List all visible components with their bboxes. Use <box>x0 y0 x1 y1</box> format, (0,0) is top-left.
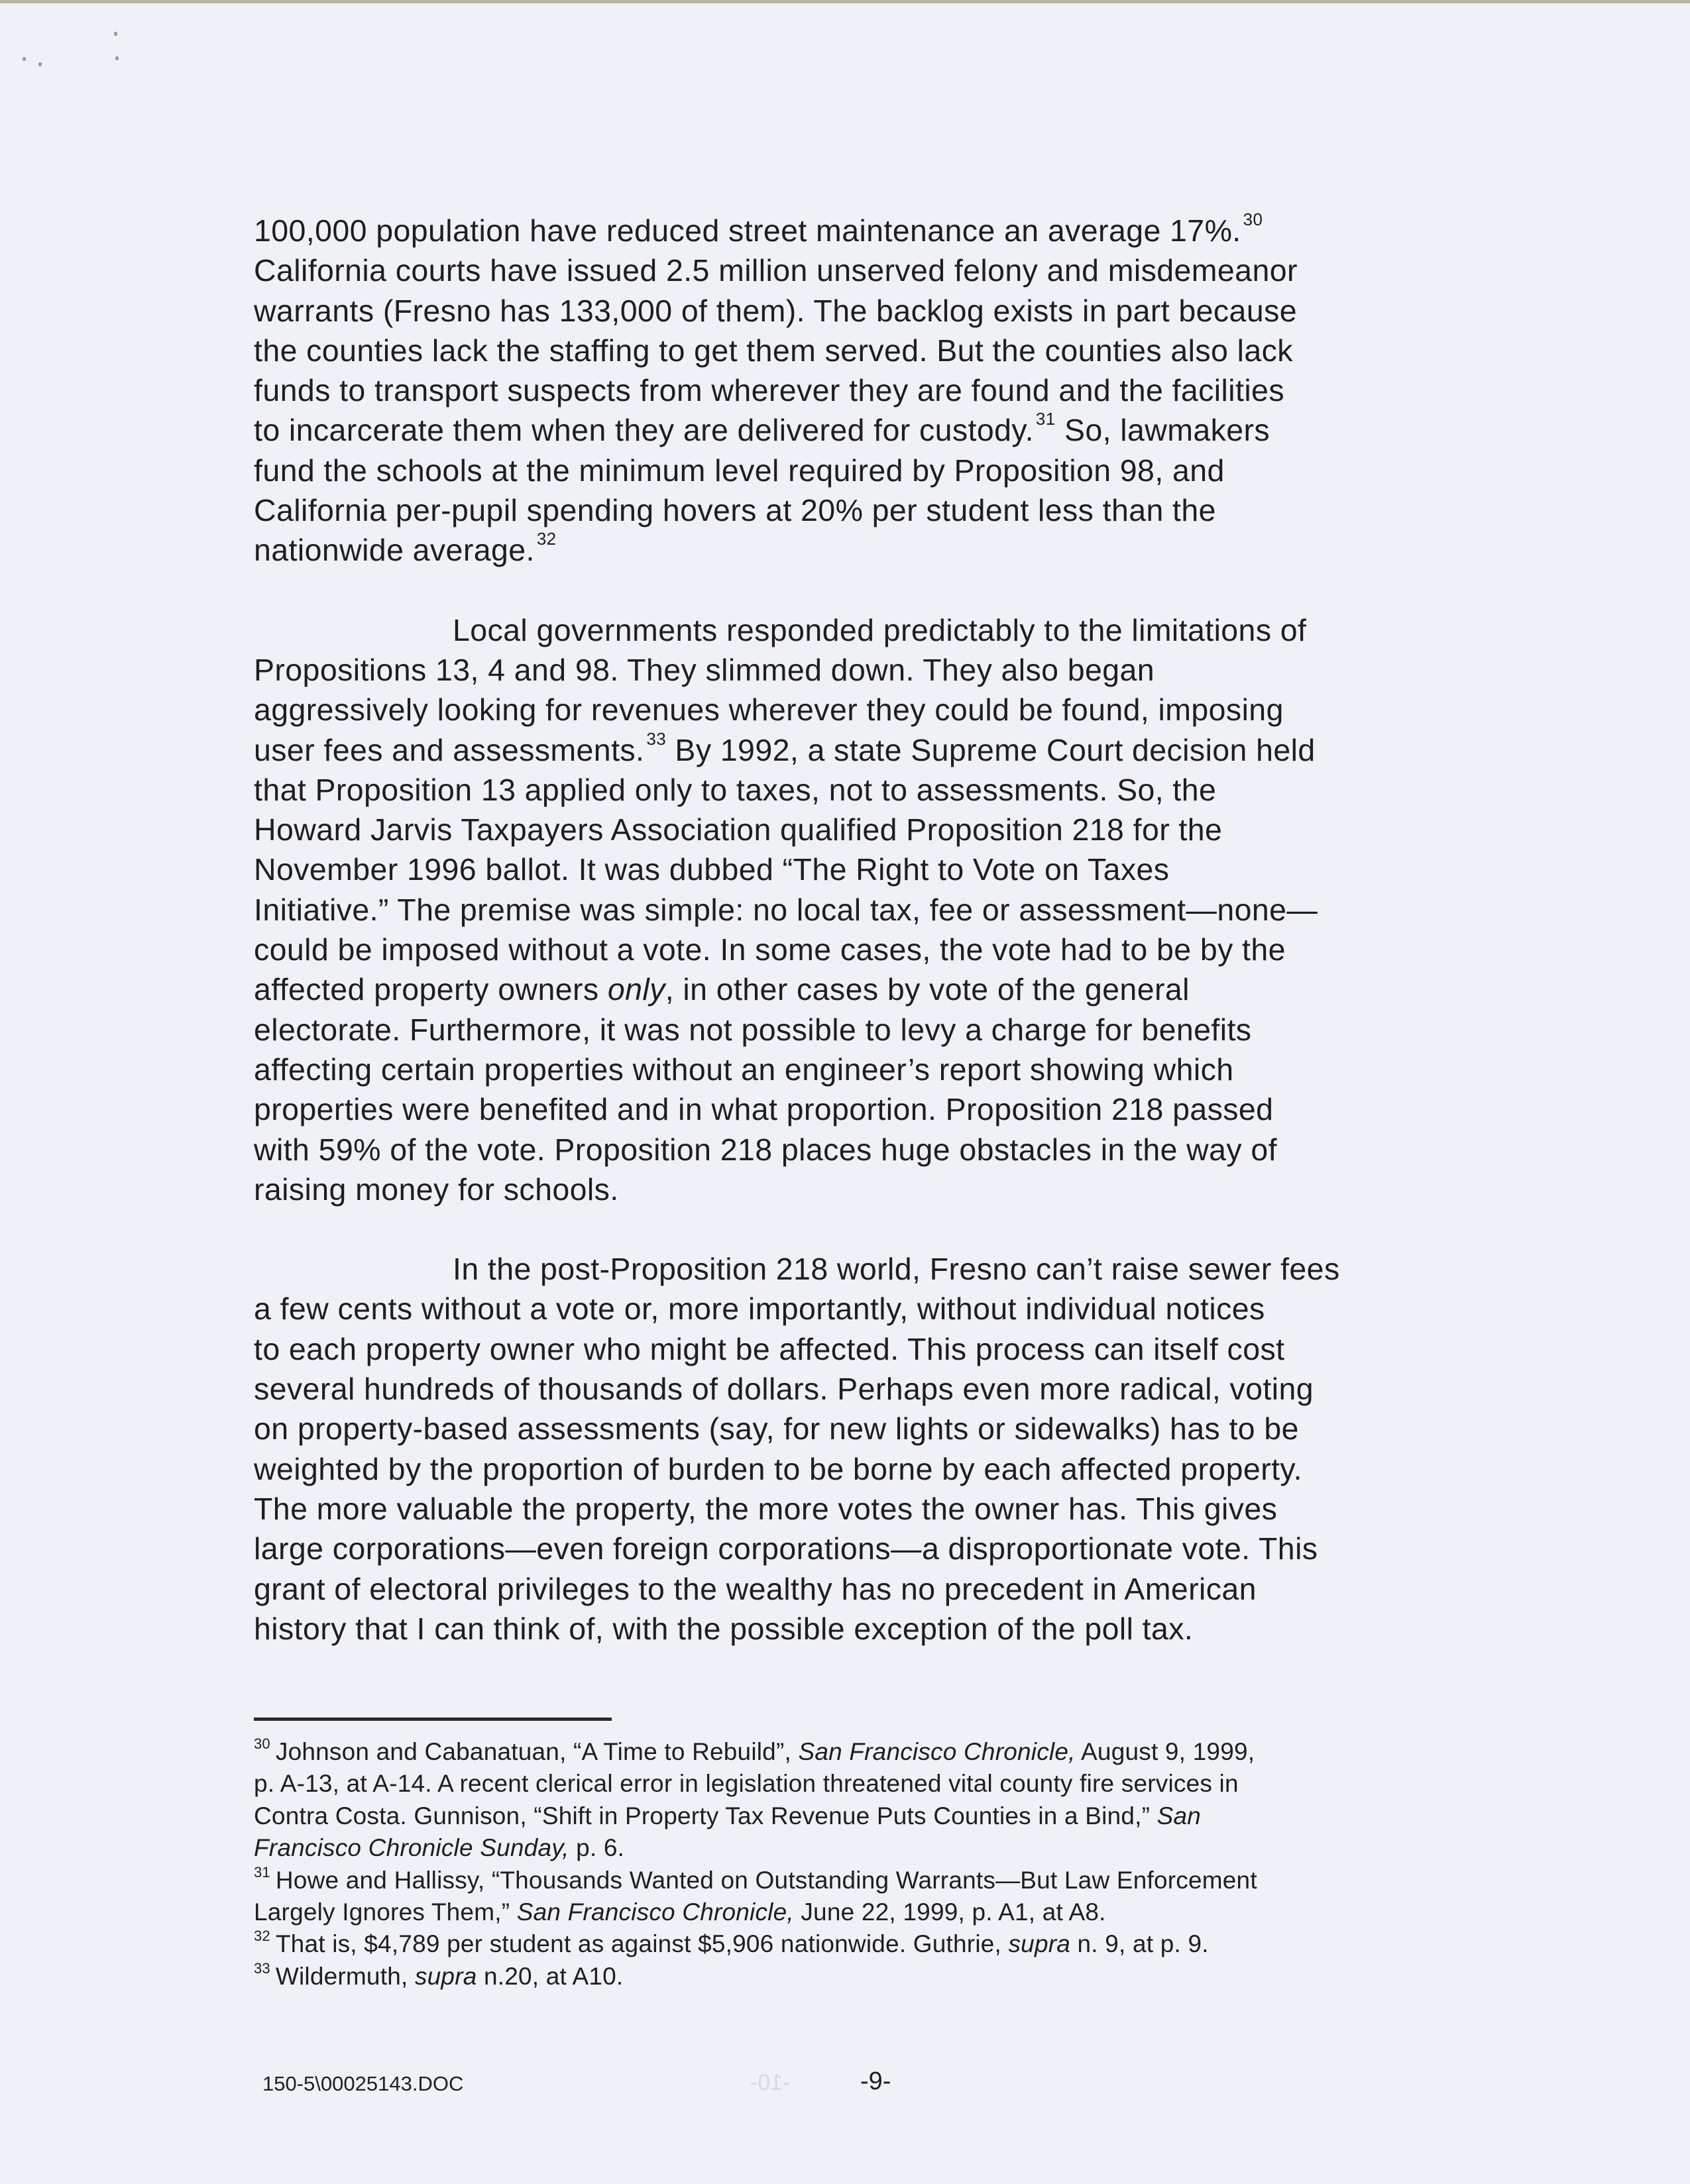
footnote-reference[interactable]: 33 <box>646 728 667 749</box>
line-text: to each property owner who might be affected. This process can itself cost <box>254 1331 1285 1366</box>
footnote-italic: San <box>1156 1802 1202 1829</box>
footnote-line <box>254 1800 1447 1832</box>
paragraph-2 <box>254 610 1447 1209</box>
line-text: Propositions 13, 4 and 98. They slimmed down. They also began <box>254 652 1155 687</box>
line-text: , in other cases by vote of the general <box>665 972 1190 1007</box>
line-text: history that I can think of, with the possible exception of the poll tax. <box>254 1611 1194 1646</box>
text-line <box>254 1089 1447 1129</box>
text-line <box>254 969 1447 1009</box>
footnote-text: Wildermuth, <box>275 1962 415 1990</box>
scan-speck <box>38 62 42 66</box>
text-line <box>254 410 1447 450</box>
text-line <box>254 1409 1447 1448</box>
line-text: aggressively looking for revenues wherever they could be found, imposing <box>254 692 1284 728</box>
text-line <box>254 370 1447 410</box>
text-line <box>254 849 1447 889</box>
footnote-reference[interactable]: 30 <box>1243 209 1263 229</box>
footnote-text: n. 9, at p. 9. <box>1070 1930 1209 1958</box>
text-line <box>254 530 1447 570</box>
footnote-text: Contra Costa. Gunnison, “Shift in Property Tax Revenue Puts Counties in a Bind,” <box>254 1802 1157 1829</box>
line-text: to incarcerate them when they are delivered for custody. <box>254 413 1034 448</box>
line-text: large corporations—even foreign corporations—a disproportionate vote. This <box>254 1531 1318 1566</box>
line-text: raising money for schools. <box>254 1172 619 1207</box>
paragraph-3 <box>254 1249 1447 1649</box>
line-text: nationwide average. <box>254 533 535 568</box>
text-line <box>254 650 1447 690</box>
line-text: Local governments responded predictably to the limitations of <box>453 612 1307 647</box>
line-text: on property-based assessments (say, for new lights or sidewalks) has to be <box>254 1411 1299 1447</box>
text-line <box>254 490 1447 530</box>
footnote-line <box>254 1896 1447 1928</box>
line-text: funds to transport suspects from wherever they are found and the facilities <box>254 373 1284 408</box>
text-line <box>254 451 1447 490</box>
line-text: In the post-Proposition 218 world, Fresno can’t raise sewer fees <box>453 1252 1340 1287</box>
footnote-number: 31 <box>254 1863 270 1881</box>
footnote-number: 32 <box>254 1928 270 1945</box>
text-line <box>254 1050 1447 1089</box>
line-text: user fees and assessments. <box>254 732 645 767</box>
line-text: By 1992, a state Supreme Court decision held <box>666 732 1316 767</box>
text-line <box>254 690 1447 730</box>
text-line <box>254 770 1447 810</box>
footnote-text: p. A-13, at A-14. A recent clerical error in legislation threatened vital county fire services in <box>254 1770 1239 1798</box>
text-line <box>254 1529 1447 1568</box>
footnote-line <box>254 1865 1447 1896</box>
emphasis-text: only <box>607 972 665 1007</box>
footnote-text: Johnson and Cabanatuan, “A Time to Rebuild”, <box>275 1738 799 1765</box>
footnote-separator <box>254 1718 612 1721</box>
text-line <box>254 1609 1447 1649</box>
line-text: properties were benefited and in what proportion. Proposition 218 passed <box>254 1092 1274 1127</box>
scan-speck <box>114 32 117 36</box>
footnote-text: August 9, 1999, <box>1075 1738 1255 1765</box>
footnote-text: n.20, at A10. <box>477 1962 624 1990</box>
line-text: fund the schools at the minimum level required by Proposition 98, and <box>254 453 1225 488</box>
text-line <box>254 1130 1447 1170</box>
line-text: 100,000 population have reduced street maintenance an average 17%. <box>254 213 1241 248</box>
footnote-text: Largely Ignores Them,” <box>254 1898 517 1926</box>
text-line <box>254 890 1447 930</box>
line-text: that Proposition 13 applied only to taxes, not to assessments. So, the <box>254 772 1217 807</box>
text-line <box>254 1329 1447 1369</box>
text-line <box>254 1369 1447 1409</box>
line-text: with 59% of the vote. Proposition 218 places huge obstacles in the way of <box>254 1132 1277 1167</box>
line-text: Initiative.” The premise was simple: no local tax, fee or assessment—none— <box>254 892 1318 927</box>
line-text: California per-pupil spending hovers at 20% per student less than the <box>254 493 1216 528</box>
footnote-italic: Francisco Chronicle Sunday, <box>254 1834 569 1862</box>
footnote-text: Howe and Hallissy, “Thousands Wanted on Outstanding Warrants—But Law Enforcement <box>275 1866 1257 1894</box>
footnotes <box>254 1736 1447 1993</box>
paragraph-1 <box>254 211 1447 571</box>
line-text: The more valuable the property, the more votes the owner has. This gives <box>254 1491 1278 1526</box>
text-line <box>254 730 1447 770</box>
line-text: affected property owners <box>254 972 608 1007</box>
footnote-italic: supra <box>1008 1930 1071 1958</box>
line-text: Howard Jarvis Taxpayers Association qualified Proposition 218 for the <box>254 812 1223 847</box>
footnote-line <box>254 1961 1447 1993</box>
line-text: affecting certain properties without an engineer’s report showing which <box>254 1052 1234 1087</box>
line-text: could be imposed without a vote. In some cases, the vote had to be by the <box>254 932 1286 967</box>
text-line <box>254 331 1447 370</box>
line-text: a few cents without a vote or, more importantly, without individual notices <box>254 1291 1265 1327</box>
scan-speck <box>23 57 26 61</box>
bleed-through-page-number: -10- <box>750 2070 791 2095</box>
text-line <box>254 1010 1447 1050</box>
footnote-line <box>254 1736 1447 1768</box>
text-line <box>254 1170 1447 1209</box>
document-id: 150-5\00025143.DOC <box>262 2072 464 2095</box>
footnote-line <box>254 1928 1447 1960</box>
footnote-text: p. 6. <box>569 1834 625 1862</box>
text-line <box>254 211 1447 250</box>
line-text: the counties lack the staffing to get them served. But the counties also lack <box>254 333 1293 368</box>
text-line <box>254 930 1447 969</box>
line-text: So, lawmakers <box>1055 413 1270 448</box>
footnote-reference[interactable]: 32 <box>536 529 557 549</box>
page-number: -9- <box>860 2067 891 2095</box>
text-line <box>254 291 1447 331</box>
text-line <box>254 610 1447 650</box>
line-text: grant of electoral privileges to the wealthy has no precedent in American <box>254 1571 1257 1606</box>
scan-speck <box>115 56 119 60</box>
footnote-text: June 22, 1999, p. A1, at A8. <box>793 1898 1106 1926</box>
text-line <box>254 1249 1447 1289</box>
document-body <box>254 211 1447 1649</box>
text-line <box>254 1449 1447 1489</box>
footnote-line <box>254 1832 1447 1864</box>
footnote-number: 33 <box>254 1959 270 1977</box>
footnote-italic: San Francisco Chronicle, <box>516 1898 794 1926</box>
line-text: weighted by the proportion of burden to be borne by each affected property. <box>254 1451 1302 1486</box>
text-line <box>254 1289 1447 1329</box>
page-top-edge <box>0 0 1690 3</box>
footnote-italic: supra <box>414 1962 477 1990</box>
footnote-text: That is, $4,789 per student as against $5,906 nationwide. Guthrie, <box>275 1930 1009 1958</box>
text-line <box>254 810 1447 849</box>
footnote-italic: San Francisco Chronicle, <box>798 1738 1076 1765</box>
text-line <box>254 1569 1447 1609</box>
text-line <box>254 250 1447 290</box>
line-text: California courts have issued 2.5 million unserved felony and misdemeanor <box>254 253 1298 288</box>
footnote-number: 30 <box>254 1735 270 1752</box>
text-line <box>254 1489 1447 1529</box>
footnote-reference[interactable]: 31 <box>1035 409 1056 429</box>
line-text: warrants (Fresno has 133,000 of them). The backlog exists in part because <box>254 293 1297 328</box>
line-text: several hundreds of thousands of dollars. Perhaps even more radical, voting <box>254 1372 1314 1407</box>
line-text: November 1996 ballot. It was dubbed “The Right to Vote on Taxes <box>254 852 1170 887</box>
footnote-line <box>254 1768 1447 1800</box>
line-text: electorate. Furthermore, it was not possible to levy a charge for benefits <box>254 1012 1252 1047</box>
